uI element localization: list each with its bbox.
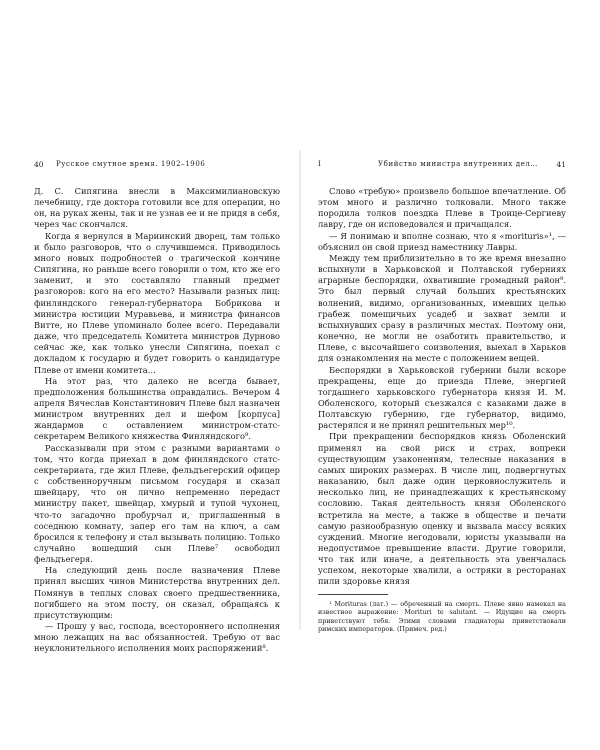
paragraph: Слово «требую» произвело большое впечатление. Об этом много и различно толковали. Много также породила толков поездка Плеве в Троице-Сергиеву лавру, где он исповедовался и причащался.	[318, 186, 566, 230]
right-page-number: 41	[556, 160, 566, 169]
left-page-number: 40	[34, 160, 44, 169]
paragraph: На этот раз, что далеко не всегда бывает, предположения большинства оправдались. Вечером 4 апреля Вячеслав Константинович Плеве был назначен министром внутренних дел и шефом [корпуса] жандармов с оставлением министром-статс-секретарем Великого княжества Финляндского⁹.	[34, 375, 280, 442]
book-gutter	[299, 150, 301, 630]
paragraph: Между тем приблизительно в то же время внезапно вспыхнули в Харьковской и Полтавской губерниях аграрные беспорядки, охватившие громадный район⁹. Это был первый случай больших крестьянских волнений, видимо, организованных, имевших целью грабеж помещичьих усадеб и захват земли и вспыхнувших сразу в различных местах. Поэтому они, конечно, не могли не озаботить правительство, и Плеве, с высочайшего соизволения, выехал в Харьков для ознакомления на месте с положением вещей.	[318, 252, 566, 364]
paragraph: — Я понимаю и вполне сознаю, что я «morituris»¹, — объяснил он свой приезд наместнику Лавры.	[318, 230, 566, 252]
paragraph: Когда я вернулся в Мариинский дворец, там только и было разговоров, что о случившемся. Приводилось много новых подробностей о трагической кончине Сипягина, но раньше всего говорили о том, кто же его заменит, и это составляло главный предмет разговоров: кого на его место? Называли разных лиц: финляндского генерал-губернатора Бобрикова и министра юстиции Муравьева, и министра финансов Витте, но Плеве упоминало более всего. Передавали даже, что председатель Комитета министров Дурново сейчас же, как только унесли Сипягина, поехал с докладом к государю и будет говорить о кандидатуре Плеве от имени комитета…	[34, 230, 280, 375]
left-running-head	[34, 160, 280, 172]
right-running-head	[318, 160, 566, 172]
paragraph: — Прошу у вас, господа, всестороннего исполнения мною лежащих на вас обязанностей. Требую от вас неуклонительного исполнения моих распоряжений⁸.	[34, 621, 280, 654]
paragraph: При прекращении беспорядков князь Оболенский применял на свой риск и страх, вопреки существующим узаконениям, телесные наказания в самых широких размерах. В числе лиц, подвергнутых наказанию, был даже один церковнослужитель и несколько лиц, не принадлежащих к крестьянскому сословию. Такая деятельность князя Оболенского встретила на месте, а также в обществе и печати самую разнообразную оценку и вызвала массу всяких суждений. Многие негодовали, юристы указывали на недопустимое превышение власти. Другие говорили, что так или иначе, а деятельность эта увенчалась успехом, некоторые хвалили, а остряки в ресторанах пили здоровье князя	[318, 431, 566, 587]
left-running-title: Русское смутное время. 1902–1906	[56, 160, 206, 168]
left-page	[34, 160, 280, 655]
paragraph: На следующий день после назначения Плеве принял высших чинов Министерства внутренних дел. Помянув в теплых словах своего предшественника, погибшего на этом посту, он сказал, обращаясь к присутствующим:	[34, 565, 280, 620]
right-page	[318, 160, 566, 634]
paragraph: Беспорядки в Харьковской губернии были вскоре прекращены, еще до приезда Плеве, энергией тогдашнего харьковского губернатора князя И. М. Оболенского, который съезжался с казаками даже в Полтавскую губернию, где губернатор, видимо, растерялся и не принял решительных мер¹⁰.	[318, 364, 566, 431]
footnote-divider	[318, 594, 388, 595]
right-running-title: Убийство министра внутренних дел…	[378, 160, 538, 168]
left-page-body	[34, 186, 280, 655]
chapter-marker: I	[318, 160, 322, 168]
paragraph: Д. С. Сипягина внесли в Максимилиановскую лечебницу, где доктора готовили все для операции, но он, на руках жены, так и не узнав ее и не придя в себя, через час скончался.	[34, 186, 280, 230]
right-page-body	[318, 186, 566, 634]
footnote: ¹ Morituras (лат.) — обреченный на смерть. Плеве явно намекал на известное выражение: Morituri te salutant. — Идущие на смерть приветствуют тебя. Этими словами гладиаторы приветствовали римских императоров. (Примеч. ред.)	[318, 599, 566, 634]
paragraph: Рассказывали при этом с разными вариантами о том, что когда приехал в дом финляндского статс-секретариата, где жил Плеве, фельдъегерский офицер с собственноручным письмом государя и сказал швейцару, что он лично непременно передаст министру пакет, швейцар, хмурый и тупой чухонец, что-то загадочно пробурчал и, приглашенный в соседнюю комнату, запер его там на ключ, а сам бросился к телефону и стал вызывать полицию. Только случайно вошедший сын Плеве⁷ освободил фельдъегеря.	[34, 442, 280, 565]
